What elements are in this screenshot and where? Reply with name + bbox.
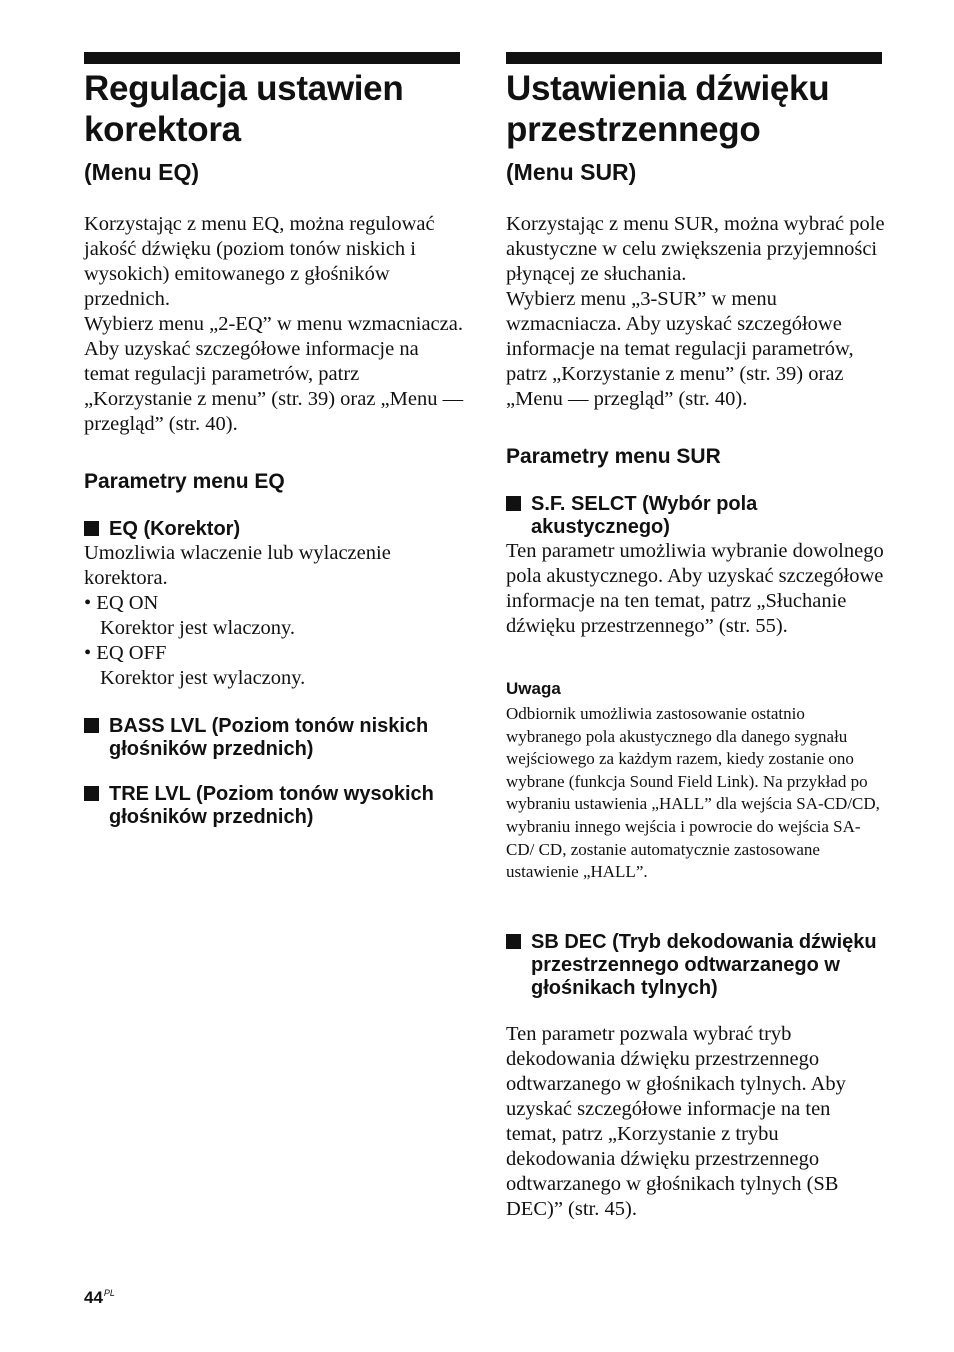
- right-intro: Korzystając z menu SUR, można wybrać pole akustyczne w celu zwiększenia przyjemności płynącej ze słuchania. Wybierz menu „3-SUR” w menu wzmacniacza. Aby uzyskać szczegółowe informacje na temat regulacji parametrów, patrz „Korzystanie z menu” (str. 39) oraz „Menu — przegląd” (str. 40).: [506, 213, 885, 410]
- eq-option-desc: Korektor jest wlaczony.: [100, 617, 296, 639]
- square-bullet-icon: [84, 718, 99, 733]
- language-code: PL: [103, 1288, 115, 1298]
- left-title: Regulacja ustawien korektora: [84, 69, 404, 149]
- sf-heading: [506, 493, 882, 539]
- bass-heading: [84, 715, 460, 761]
- note-text: Odbiornik umożliwia zastosowanie ostatnio wybranego pola akustycznego dla danego sygnału wejściowego za każdym razem, kiedy zostanie ono wybrane (funkcja Sound Field Link). Na przykład po wybraniu ustawienia „HALL” dla wejścia SA-CD/CD, wybraniu innego wejścia i powrocie do wejścia SA-CD/ CD, zostanie automatycznie zastosowane ustawienie „HALL”.: [506, 704, 880, 882]
- page-number-value: 44: [84, 1288, 103, 1307]
- sbdec-heading-text: SB DEC (Tryb dekodowania dźwięku przestrzennego odtwarzanego w głośnikach tylnych): [531, 931, 877, 999]
- left-top-rule: [84, 52, 460, 64]
- eq-option: [84, 591, 464, 641]
- sf-description: Ten parametr umożliwia wybranie dowolnego pola akustycznego. Aby uzyskać szczegółowe informacje na ten temat, patrz „Słuchanie dźwięku przestrzennego” (str. 55).: [506, 540, 884, 637]
- square-bullet-icon: [506, 496, 521, 511]
- square-bullet-icon: [84, 786, 99, 801]
- right-top-rule: [506, 52, 882, 64]
- eq-option-label: • EQ OFF: [84, 642, 167, 664]
- left-intro: Korzystając z menu EQ, można regulować jakość dźwięku (poziom tonów niskich i wysokich) emitowanego z głośników przednich. Wybierz menu „2-EQ” w menu wzmacniacza. Aby uzyskać szczegółowe informacje na temat regulacji parametrów, patrz „Korzystanie z menu” (str. 39) oraz „Menu — przegląd” (str. 40).: [84, 213, 464, 435]
- eq-option-label: • EQ ON: [84, 592, 159, 614]
- eq-option-desc: Korektor jest wylaczony.: [100, 667, 306, 689]
- sbdec-heading: [506, 931, 882, 1000]
- sbdec-description: Ten parametr pozwala wybrać tryb dekodowania dźwięku przestrzennego odtwarzanego w głośnikach tylnych. Aby uzyskać szczegółowe informacje na ten temat, patrz „Korzystanie z trybu dekodowania dźwięku przestrzennego odtwarzanego w głośnikach tylnych (SB DEC)” (str. 45).: [506, 1023, 846, 1220]
- eq-option: [84, 641, 464, 691]
- right-title: Ustawienia dźwięku przestrzennego: [506, 69, 830, 149]
- tre-heading-text: TRE LVL (Poziom tonów wysokich głośników przednich): [109, 783, 434, 828]
- left-subtitle: (Menu EQ): [84, 159, 199, 185]
- square-bullet-icon: [84, 521, 99, 536]
- sur-params-heading: Parametry menu SUR: [506, 445, 721, 468]
- eq-description: Umozliwia wlaczenie lub wylaczenie korektora.: [84, 542, 391, 589]
- eq-params-heading: Parametry menu EQ: [84, 470, 285, 493]
- note-heading: Uwaga: [506, 679, 561, 698]
- eq-heading-text: EQ (Korektor): [109, 518, 241, 540]
- page-number: [84, 1282, 115, 1309]
- sf-heading-text: S.F. SELCT (Wybór pola akustycznego): [531, 493, 758, 538]
- tre-heading: [84, 783, 460, 829]
- right-subtitle: (Menu SUR): [506, 159, 637, 185]
- bass-heading-text: BASS LVL (Poziom tonów niskich głośników przednich): [109, 715, 429, 760]
- eq-heading: [84, 518, 460, 541]
- square-bullet-icon: [506, 934, 521, 949]
